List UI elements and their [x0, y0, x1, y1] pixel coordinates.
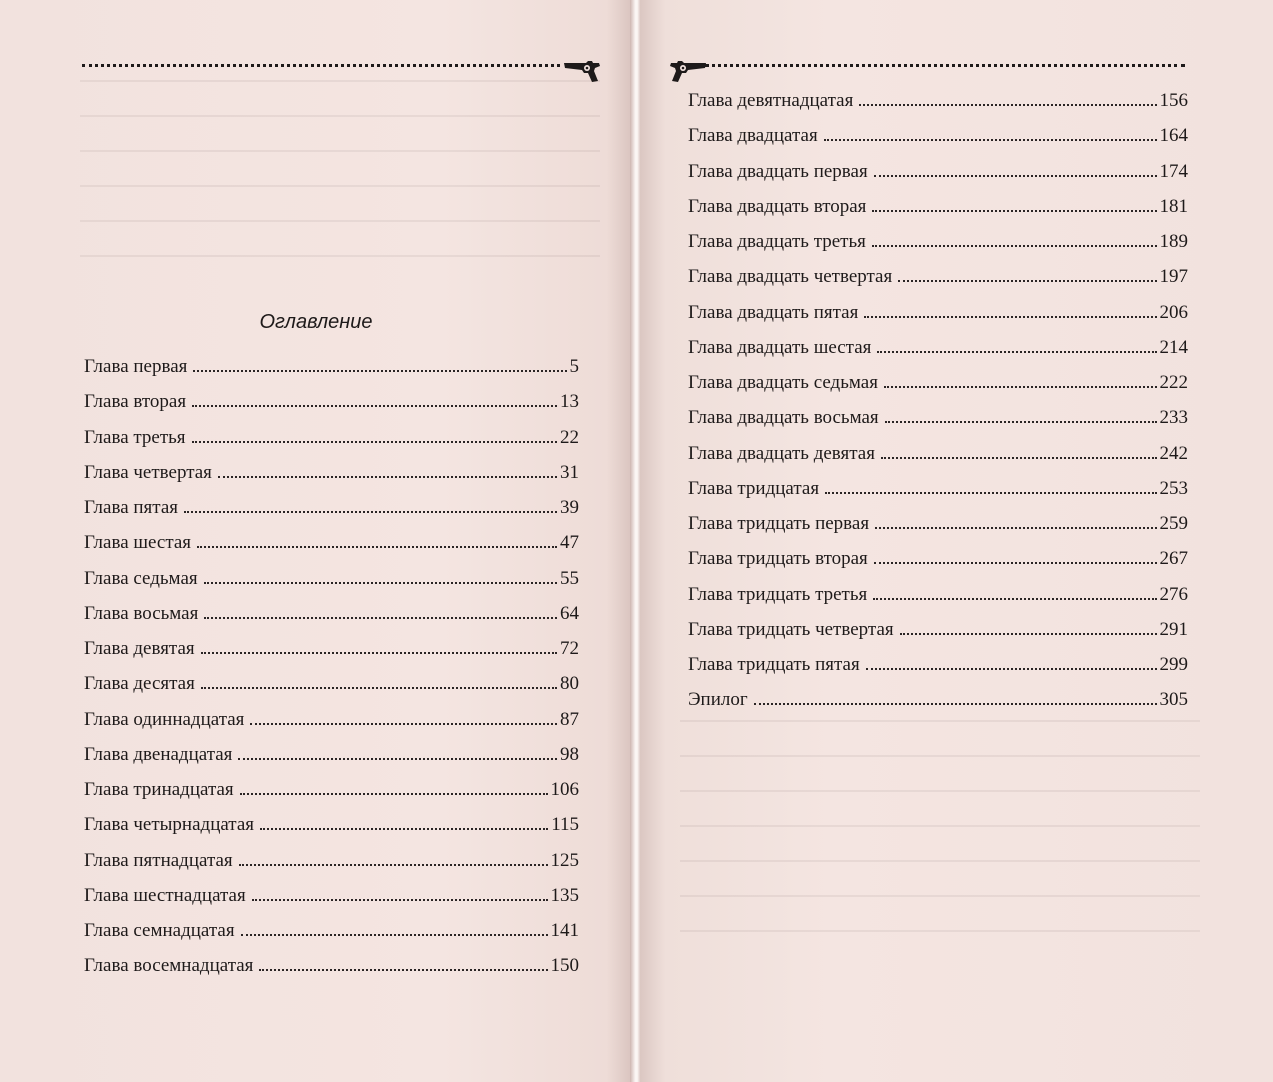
toc-entry — [84, 744, 579, 779]
header-dotted-rule — [705, 64, 1185, 71]
toc-entry-label: Глава тринадцатая — [84, 779, 234, 800]
toc-entry-page-number: 125 — [550, 849, 579, 871]
revolver-icon — [562, 54, 602, 84]
dot-leader — [881, 456, 1157, 459]
dot-leader — [260, 827, 548, 830]
toc-entry-page-number: 150 — [550, 955, 579, 977]
dot-leader — [204, 581, 557, 584]
dot-leader — [259, 968, 547, 971]
dot-leader — [872, 244, 1157, 247]
dot-leader — [875, 526, 1156, 529]
dot-leader — [825, 491, 1156, 494]
toc-entry-page-number: 197 — [1159, 266, 1188, 288]
toc-entry-label: Глава двадцать пятая — [688, 301, 859, 323]
bleed-through-texture — [80, 80, 600, 280]
toc-entry — [84, 709, 579, 744]
toc-entry — [84, 497, 579, 532]
toc-entry — [688, 407, 1188, 442]
toc-entry-label: Глава четырнадцатая — [84, 814, 255, 836]
toc-entry — [688, 372, 1188, 407]
header-dotted-rule — [82, 64, 560, 71]
toc-entry-page-number: 276 — [1159, 583, 1188, 605]
toc-entry — [688, 654, 1188, 689]
toc-entry-page-number: 39 — [560, 497, 579, 518]
dot-leader — [192, 404, 557, 407]
toc-entry-label: Глава двадцать восьмая — [688, 407, 879, 429]
toc-entry-page-number: 115 — [551, 814, 579, 836]
toc-entry — [688, 161, 1188, 196]
toc-entry-label: Глава девятая — [84, 638, 195, 659]
toc-entry — [84, 638, 579, 673]
dot-leader — [824, 138, 1157, 141]
toc-entry-label: Эпилог — [688, 689, 748, 711]
toc-entry — [84, 462, 579, 497]
toc-entry — [688, 619, 1188, 654]
toc-entry-page-number: 305 — [1159, 689, 1188, 711]
toc-entry-label: Глава седьмая — [84, 567, 198, 589]
toc-entry-page-number: 13 — [560, 391, 579, 413]
toc-entry-label: Глава четвертая — [84, 461, 212, 483]
dot-leader — [873, 597, 1156, 600]
toc-entry — [688, 443, 1188, 478]
toc-entry-page-number: 174 — [1159, 160, 1188, 182]
dot-leader — [218, 475, 557, 478]
toc-entry-page-number: 87 — [560, 708, 579, 730]
toc-entry-page-number: 299 — [1159, 654, 1188, 675]
toc-entry-label: Глава семнадцатая — [84, 920, 235, 941]
dot-leader — [898, 279, 1156, 282]
right-page — [640, 0, 1273, 1082]
toc-entry — [688, 302, 1188, 337]
toc-entry-page-number: 164 — [1159, 125, 1188, 147]
toc-entry-page-number: 98 — [560, 743, 579, 765]
toc-entry-label: Глава тридцать вторая — [688, 548, 868, 570]
toc-entry-page-number: 267 — [1159, 548, 1188, 570]
toc-entry-label: Глава одиннадцатая — [84, 708, 245, 730]
toc-entry-page-number: 22 — [560, 426, 579, 448]
toc-entry-page-number: 181 — [1159, 195, 1188, 217]
dot-leader — [877, 350, 1156, 353]
toc-entry-label: Глава пятая — [84, 497, 178, 518]
dot-leader — [201, 686, 557, 689]
toc-entry-label: Глава тридцать третья — [688, 583, 868, 605]
toc-entry — [688, 548, 1188, 583]
toc-entry — [84, 920, 579, 955]
toc-entry-label: Глава третья — [84, 426, 186, 448]
toc-entry — [688, 584, 1188, 619]
toc-entry-label: Глава тридцать четвертая — [688, 618, 894, 640]
toc-entry-label: Глава девятнадцатая — [688, 90, 854, 111]
toc-entry — [688, 125, 1188, 160]
revolver-icon — [668, 54, 708, 84]
toc-entry-label: Глава восемнадцатая — [84, 955, 254, 977]
dot-leader — [864, 315, 1156, 318]
toc-entry-label: Глава двадцать третья — [688, 231, 866, 252]
dot-leader — [252, 898, 548, 901]
toc-entry-label: Глава двадцать шестая — [688, 336, 872, 358]
toc-entry-label: Глава двадцать девятая — [688, 442, 875, 464]
dot-leader — [859, 103, 1156, 106]
toc-entry — [688, 689, 1188, 724]
toc-entry — [688, 266, 1188, 301]
dot-leader — [239, 863, 548, 866]
toc-entry-page-number: 206 — [1159, 301, 1188, 323]
toc-entry — [84, 673, 579, 708]
toc-entry — [688, 513, 1188, 548]
toc-entry — [84, 814, 579, 849]
toc-entry-label: Глава тридцать первая — [688, 513, 870, 534]
toc-list-left — [84, 356, 579, 991]
toc-entry-page-number: 156 — [1159, 90, 1188, 111]
toc-title: Оглавление — [259, 311, 373, 333]
dot-leader — [250, 722, 557, 725]
toc-entry-label: Глава восьмая — [84, 602, 199, 624]
dot-leader — [874, 561, 1157, 564]
dot-leader — [885, 420, 1157, 423]
toc-entry-page-number: 259 — [1159, 513, 1188, 534]
toc-entry-page-number: 80 — [560, 673, 579, 695]
toc-entry-label: Глава тридцатая — [688, 477, 820, 499]
toc-entry-page-number: 64 — [560, 602, 579, 624]
toc-entry-page-number: 233 — [1159, 407, 1188, 429]
dot-leader — [238, 757, 557, 760]
dot-leader — [900, 632, 1157, 635]
toc-entry-label: Глава шестая — [84, 532, 192, 554]
dot-leader — [201, 651, 557, 654]
toc-entry-label: Глава двадцать четвертая — [688, 266, 893, 288]
dot-leader — [872, 209, 1156, 212]
toc-entry — [84, 568, 579, 603]
toc-entry-page-number: 55 — [560, 567, 579, 589]
dot-leader — [192, 440, 557, 443]
dot-leader — [184, 510, 557, 513]
toc-entry-page-number: 222 — [1159, 372, 1188, 393]
toc-entry — [84, 603, 579, 638]
toc-entry — [688, 196, 1188, 231]
toc-entry-page-number: 47 — [560, 532, 579, 554]
toc-entry — [84, 532, 579, 567]
toc-entry-label: Глава двадцатая — [688, 125, 818, 147]
toc-entry-page-number: 189 — [1159, 231, 1188, 252]
toc-entry-page-number: 141 — [550, 920, 579, 941]
toc-entry-label: Глава двенадцатая — [84, 743, 233, 765]
toc-entry — [688, 90, 1188, 125]
toc-entry — [84, 779, 579, 814]
toc-entry-label: Глава десятая — [84, 673, 195, 695]
toc-entry-page-number: 135 — [550, 884, 579, 906]
toc-entry-label: Глава двадцать вторая — [688, 195, 867, 217]
dot-leader — [884, 385, 1157, 388]
toc-entry-label: Глава двадцать седьмая — [688, 372, 878, 393]
toc-entry-page-number: 72 — [560, 638, 579, 659]
toc-entry-page-number: 106 — [550, 779, 579, 800]
dot-leader — [241, 933, 548, 936]
toc-entry-page-number: 291 — [1159, 618, 1188, 640]
left-page — [0, 0, 632, 1082]
toc-list-right — [688, 90, 1188, 725]
dot-leader — [874, 174, 1157, 177]
bleed-through-texture — [680, 720, 1200, 960]
dot-leader — [866, 667, 1157, 670]
dot-leader — [240, 792, 548, 795]
toc-entry — [688, 337, 1188, 372]
toc-entry-page-number: 214 — [1159, 336, 1188, 358]
toc-entry-label: Глава тридцать пятая — [688, 654, 860, 675]
dot-leader — [204, 616, 557, 619]
toc-entry-label: Глава шестнадцатая — [84, 884, 246, 906]
toc-entry — [84, 885, 579, 920]
toc-entry — [84, 427, 579, 462]
toc-entry-page-number: 5 — [569, 356, 579, 377]
toc-entry — [84, 850, 579, 885]
toc-entry — [84, 356, 579, 391]
toc-entry — [84, 955, 579, 990]
dot-leader — [754, 702, 1157, 705]
toc-entry-label: Глава вторая — [84, 391, 187, 413]
dot-leader — [197, 545, 557, 548]
toc-entry-label: Глава пятнадцатая — [84, 849, 233, 871]
toc-entry-label: Глава двадцать первая — [688, 160, 868, 182]
toc-entry-page-number: 253 — [1159, 477, 1188, 499]
toc-entry — [84, 391, 579, 426]
toc-entry-page-number: 242 — [1159, 442, 1188, 464]
toc-entry — [688, 231, 1188, 266]
toc-entry-label: Глава первая — [84, 356, 188, 377]
toc-entry — [688, 478, 1188, 513]
dot-leader — [193, 369, 566, 372]
toc-entry-page-number: 31 — [560, 461, 579, 483]
